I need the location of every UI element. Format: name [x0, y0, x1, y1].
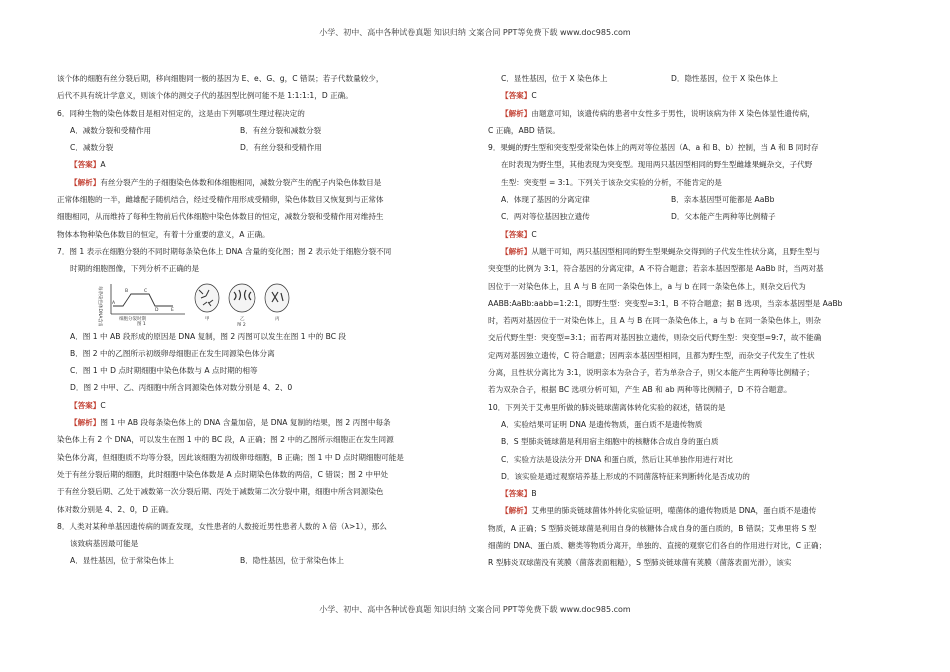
q9-option-c: C．两对等位基因独立遗传: [501, 212, 590, 222]
q6-answer: [57, 156, 455, 173]
answer-tag: 【答案】: [70, 160, 101, 170]
q9-options-row1: [488, 191, 886, 208]
q9-option-d: D．父本能产生两种等比例精子: [671, 212, 776, 222]
explanation-tag: 【解析】: [501, 108, 532, 118]
q9-answer: [488, 226, 886, 243]
q9-option-a: A．体现了基因的分离定律: [501, 195, 590, 205]
explanation-tag: 【解析】: [501, 506, 532, 516]
text-line: 因位于一对染色体上，且 A 与 B 在同一条染色体上，a 与 b 在同一条染色体上，则杂交后代为: [488, 281, 806, 291]
text-line: 生型：突变型 = 3:1。下列关于该杂交实验的分析，不能肯定的是: [501, 177, 722, 187]
answer-value: C: [531, 91, 537, 101]
q7-explanation: [57, 414, 455, 431]
text-line: 从题干可知，两只基因型相同的野生型果蝇杂交得到的子代发生性状分离，且野生型与: [531, 246, 820, 256]
answer-tag: 【答案】: [501, 91, 532, 101]
q10-option-d: D．该实验是通过观察培养基上形成的不同菌落特征来判断转化是否成功的: [501, 471, 750, 481]
fig2-caption: 图 2: [237, 322, 246, 326]
question-7: 7．图 1 表示在细胞分裂的不同时期每条染色体上 DNA 含量的变化图；图 2 表示处于细胞分裂不同: [57, 246, 392, 256]
text-line: 交后代野生型：突变型=3:1；而若两对基因独立遗传，则杂交后代野生型：突变型=9:7，故不能确: [488, 333, 822, 343]
q6-options-row1: [57, 122, 455, 139]
q7-option-a: A．图 1 中 AB 段形成的原因是 DNA 复制，图 2 丙图可以发生在图 1 中的 BC 段: [70, 331, 347, 341]
page-header: 小学、初中、高中各种试卷真题 知识归纳 文案合同 PPT等免费下载 www.doc985.com: [319, 28, 631, 37]
point-e-label: E: [171, 307, 174, 313]
cell-yi: [229, 284, 255, 312]
explanation-tag: 【解析】: [501, 246, 532, 256]
text-line: 若为双杂合子，根据 BC 选项分析可知，产生 AB 和 ab 两种等比例精子，D 不符合题意。: [488, 385, 792, 395]
q8-options-row2: [488, 70, 886, 87]
answer-tag: 【答案】: [501, 229, 532, 239]
text-line: 艾弗里的肺炎链球菌体外转化实验证明，噬菌体的遗传物质是 DNA，蛋白质不是遗传: [531, 506, 817, 516]
figure: [97, 280, 455, 326]
text-line: R 型肺炎双球菌没有荚膜（菌落表面粗糙），S 型肺炎链球菌有荚膜（菌落表面光滑），该实: [488, 558, 792, 568]
answer-value: A: [100, 160, 106, 170]
q7-option-d: D．图 2 中甲、乙、丙细胞中所含同源染色体对数分别是 4、2、0: [70, 383, 293, 393]
text-line: 在时表现为野生型，其他表现为突变型。现用两只基因型相同的野生型雌雄果蝇杂交，子代野: [501, 160, 813, 170]
text-line: 细菌的 DNA、蛋白质、糖类等物质分离开，单独的、直接的观察它们各自的作用进行对比，C 正确；: [488, 541, 827, 551]
q7-option-b: B．图 2 中的乙图所示初级卵母细胞正在发生同源染色体分离: [70, 348, 275, 358]
text-line: 突变型的比例为 3:1，符合基因的分离定律，A 不符合题意；若亲本基因型都是 AaBb 时，当两对基: [488, 264, 824, 274]
text-line: 物质，A 正确；S 型肺炎链球菌是利用自身的核糖体合成自身的蛋白质的，B 错误；艾弗里将 S 型: [488, 523, 817, 533]
page-footer: 小学、初中、高中各种试卷真题 知识归纳 文案合同 PPT等免费下载 www.doc985.com: [319, 605, 631, 614]
cell-jia: [195, 284, 219, 312]
text-line: 后代不具有统计学意义，则该个体的测交子代的基因型比例可能不是 1:1:1:1，D 正确。: [57, 91, 353, 101]
q6-options-row2: [57, 139, 455, 156]
question-8: 8．人类对某种单基因遗传病的调查发现，女性患者的人数接近男性患者人数的 λ 倍（λ>1），那么: [57, 521, 387, 531]
text-line: AABB:AaBb:aabb=1:2:1，即野生型：突变型=3:1，B 不符合题意；据 B 选项，当亲本基因型是 AaBb: [488, 298, 843, 308]
text-line: 体对数分别是 4、2、0，D 正确。: [57, 504, 174, 514]
q10-answer: [488, 485, 886, 502]
q6-option-c: C．减数分裂: [70, 143, 114, 153]
q6-option-a: A．减数分裂和受精作用: [70, 125, 152, 135]
text-line: 细胞相同，从而维持了每种生物前后代体细胞中染色体数目的恒定，减数分裂和受精作用对维持生: [57, 212, 384, 222]
text-line: 处于有丝分裂后期的细胞，此时细胞中染色体数是 A 点时期染色体数的两倍，C 错误；图 2 中甲处: [57, 469, 389, 479]
text-line: 该致病基因最可能是: [70, 539, 139, 549]
text-line: 定两对基因独立遗传，C 符合题意；因两亲本基因型相同，且都为野生型，而杂交子代发生了性状: [488, 350, 815, 360]
q10-option-b: B．S 型肺炎链球菌是利用宿主细胞中的核糖体合成自身的蛋白质: [501, 437, 719, 447]
left-column: [57, 70, 455, 570]
text-line: 正常体细胞的一半，雌雄配子随机结合，经过受精作用形成受精卵，染色体数目又恢复到与正常体: [57, 195, 384, 205]
cell-bing-label: 丙: [275, 316, 280, 322]
q7-answer: [57, 397, 455, 414]
text-line: 物体本物种染色体数目的恒定，有着十分重要的意义，A 正确。: [57, 229, 270, 239]
explanation-tag: 【解析】: [70, 418, 101, 428]
text-line: 图 1 中 AB 段每条染色体上的 DNA 含量加倍，是 DNA 复制的结果，图 2 丙图中每条: [100, 418, 391, 428]
text-line: 染色体分离，但细胞质不均等分裂，因此该细胞为初级卵母细胞，B 正确；图 1 中 D 点时期细胞可能是: [57, 452, 404, 462]
cell-yi-label: 乙: [240, 316, 245, 322]
fig1-caption: 图 1: [137, 321, 146, 326]
q7-option-c: C．图 1 中 D 点时期细胞中染色体数与 A 点时期的相等: [70, 366, 258, 376]
question-9: 9．果蝇的野生型和突变型受常染色体上的两对等位基因（A、a 和 B、b）控制，当 A 和 B 同时存: [488, 143, 819, 153]
point-a-label: A: [112, 300, 116, 306]
question-10: 10．下列关于艾弗里所做的肺炎链球菌离体转化实验的叙述，错误的是: [488, 402, 726, 412]
text-line: 该个体的细胞有丝分裂后期，移向细胞同一极的基因为 E、e、G、g，C 错误；若子代数量较少，: [57, 74, 384, 83]
text-line: 时，若两对基因位于一对染色体上，且 A 与 B 在同一条染色体上，a 与 b 在同一条染色体上，则杂: [488, 316, 821, 326]
text-line: 染色体上有 2 个 DNA，可以发生在图 1 中的 BC 段，A 正确；图 2 中的乙图所示细胞正在发生同源: [57, 435, 394, 445]
text-line: C 正确，ABD 错误。: [488, 125, 560, 135]
point-b-label: B: [125, 288, 129, 294]
q10-explanation: [488, 502, 886, 519]
q8-answer: [488, 87, 886, 104]
text-line: 于有丝分裂后期、乙处于减数第一次分裂后期、丙处于减数第二次分裂中期，细胞中所含同源染色: [57, 487, 384, 497]
text-line: 时期的细胞图像，下列分析不正确的是: [70, 264, 200, 274]
q8-option-a: A．显性基因，位于常染色体上: [70, 556, 174, 566]
q10-option-a: A．实验结果可证明 DNA 是遗传物质，蛋白质不是遗传物质: [501, 419, 703, 429]
answer-tag: 【答案】: [501, 489, 532, 499]
q9-options-row2: [488, 208, 886, 225]
q9-option-b: B．亲本基因型可能都是 AaBb: [671, 195, 775, 205]
q9-explanation: [488, 243, 886, 260]
right-column: [488, 70, 886, 572]
fig-ylabel: 每条染色体DNA含量: [97, 285, 102, 326]
fig-xlabel: 细胞分裂时期: [119, 316, 146, 322]
question-6: 6．同种生物的染色体数目是相对恒定的，这是由下列哪项生理过程决定的: [57, 108, 305, 118]
cell-jia-label: 甲: [205, 316, 210, 322]
q6-explanation: [57, 174, 455, 191]
answer-value: C: [100, 400, 106, 410]
answer-value: B: [531, 489, 537, 499]
q6-option-b: B．有丝分裂和减数分裂: [240, 125, 322, 135]
cell-bing: [265, 284, 289, 312]
q8-option-b: B．隐性基因，位于常染色体上: [240, 556, 344, 566]
q6-option-d: D．有丝分裂和受精作用: [240, 143, 322, 153]
q8-option-c: C．显性基因，位于 X 染色体上: [501, 74, 608, 83]
point-c-label: C: [144, 288, 148, 294]
q8-explanation: [488, 105, 886, 122]
figure-svg: [97, 280, 317, 326]
dna-curve: [113, 294, 173, 306]
q8-option-d: D．隐性基因，位于 X 染色体上: [671, 74, 779, 83]
answer-tag: 【答案】: [70, 400, 101, 410]
text-line: 分离，且性状分离比为 3:1，说明亲本为杂合子，若为单杂合子，则父本能产生两种等比例精子；: [488, 368, 814, 378]
text-line: 由题意可知，该遗传病的患者中女性多于男性，说明该病为伴 X 染色体显性遗传病，: [531, 108, 815, 118]
q8-options-row1: [57, 552, 455, 569]
point-d-label: D: [155, 307, 159, 313]
text-line: 有丝分裂产生的子细胞染色体数和体细胞相同，减数分裂产生的配子内染色体数目是: [100, 177, 382, 187]
q10-option-c: C．实验方法是设法分开 DNA 和蛋白质，然后让其单独作用进行对比: [501, 454, 733, 464]
explanation-tag: 【解析】: [70, 177, 101, 187]
answer-value: C: [531, 229, 537, 239]
